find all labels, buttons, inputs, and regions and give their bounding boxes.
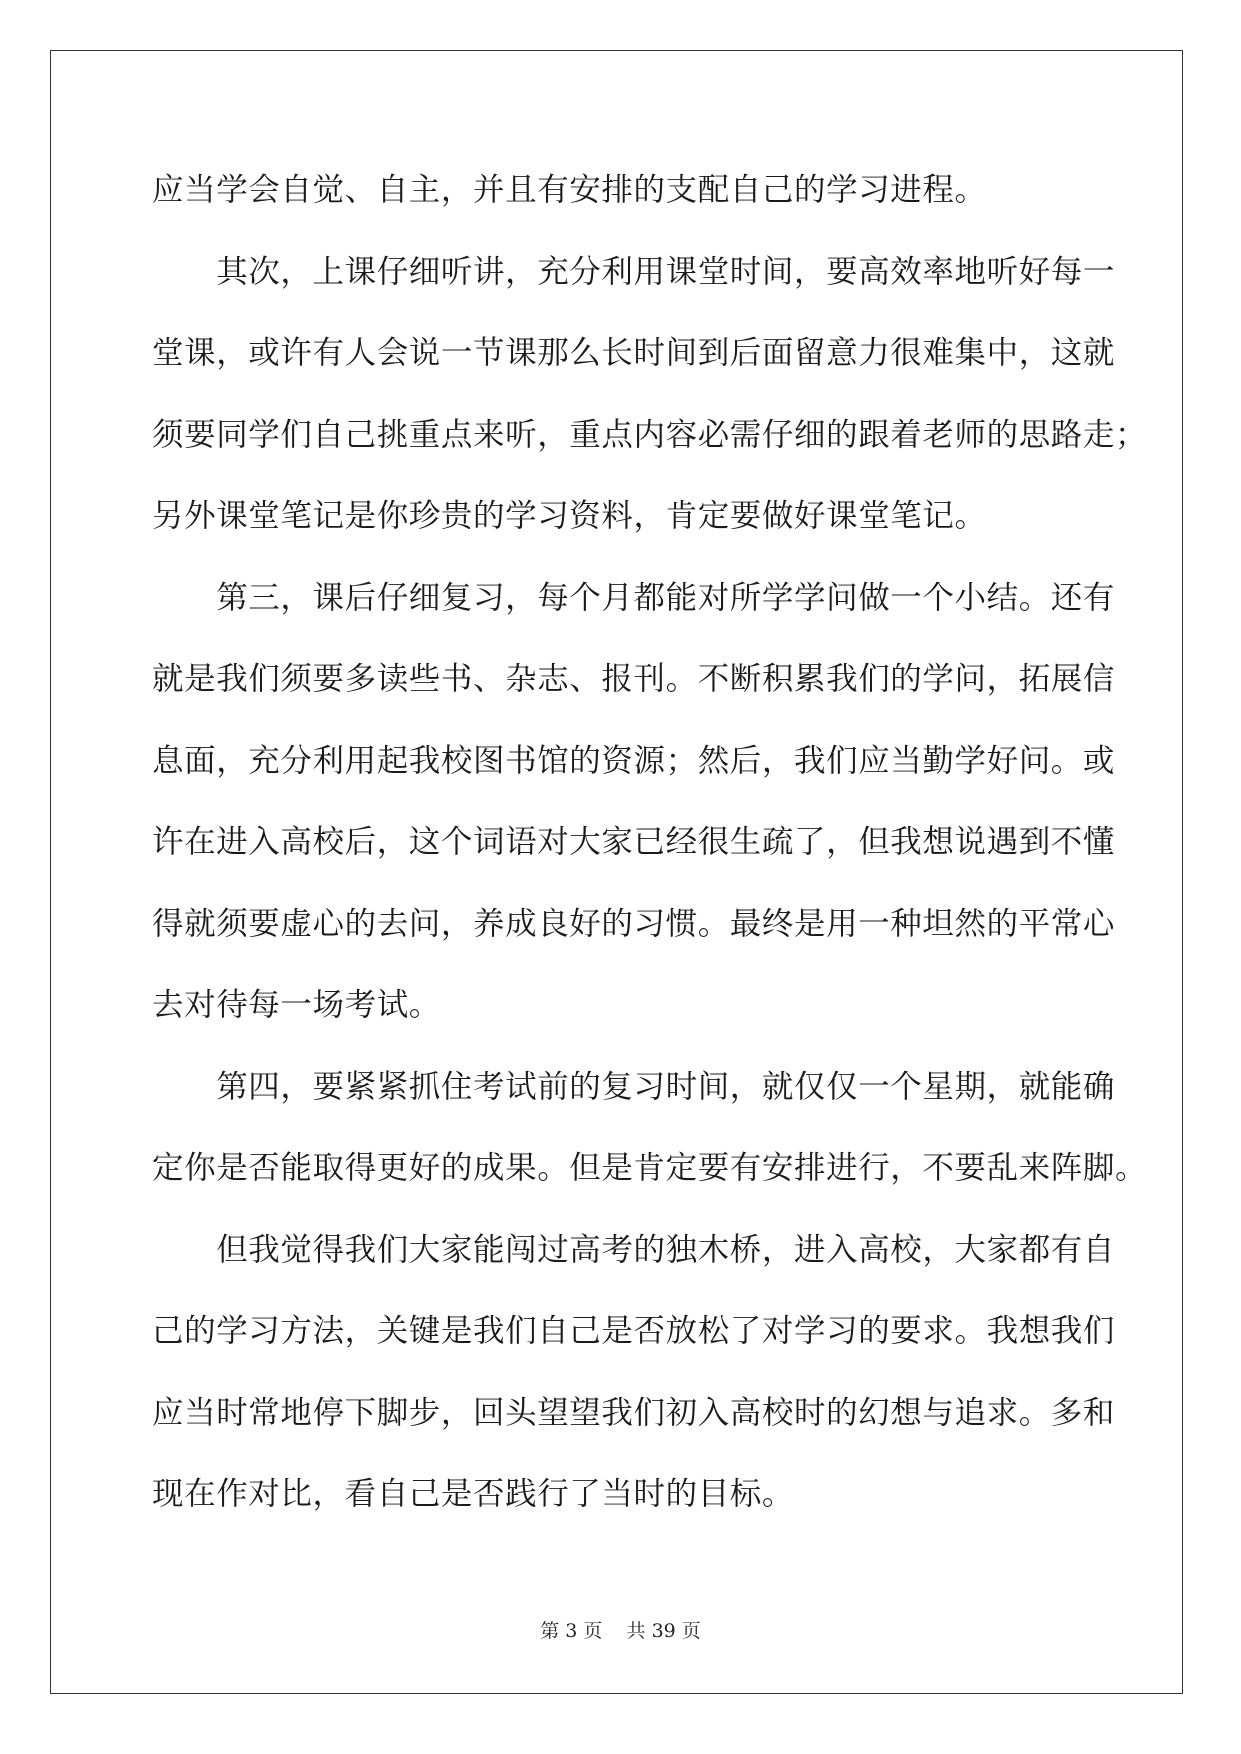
text-line: 但我觉得我们大家能闯过高考的独木桥，进入高校，大家都有自: [152, 1231, 1116, 1268]
text-line: 得就须要虚心的去问，养成良好的习惯。最终是用一种坦然的平常心: [152, 905, 1116, 942]
text-line: 应当时常地停下脚步，回头望望我们初入高校时的幻想与追求。多和: [152, 1394, 1116, 1431]
text-line: 息面，充分利用起我校图书馆的资源；然后，我们应当勤学好问。或: [152, 742, 1116, 779]
text-line: 另外课堂笔记是你珍贵的学习资料，肯定要做好课堂笔记。: [152, 498, 987, 534]
text-line: 第四，要紧紧抓住考试前的复习时间，就仅仅一个星期，就能确: [152, 1068, 1116, 1105]
page-footer: [0, 1616, 1241, 1643]
text-line: 己的学习方法，关键是我们自己是否放松了对学习的要求。我想我们: [152, 1313, 1116, 1349]
page-total: 共 39 页: [626, 1620, 701, 1642]
text-line: 许在进入高校后，这个词语对大家已经很生疏了，但我想说遇到不懂: [152, 824, 1116, 860]
text-line: 第三，课后仔细复习，每个月都能对所学学问做一个小结。还有: [152, 579, 1116, 616]
text-line: 须要同学们自己挑重点来听，重点内容必需仔细的跟着老师的思路走；: [152, 416, 1148, 453]
text-line: 定你是否能取得更好的成果。但是肯定要有安排进行，不要乱来阵脚。: [152, 1150, 1148, 1186]
text-line: 其次，上课仔细听讲，充分利用课堂时间，要高效率地听好每一: [152, 253, 1116, 290]
text-line: 就是我们须要多读些书、杂志、报刊。不断积累我们的学问，拓展信: [152, 661, 1116, 697]
text-line: 现在作对比，看自己是否践行了当时的目标。: [152, 1476, 795, 1512]
page-number: 第 3 页: [540, 1620, 603, 1642]
document-body: [152, 165, 1148, 1551]
text-line: 去对待每一场考试。: [152, 987, 441, 1023]
text-line: 应当学会自觉、自主，并且有安排的支配自己的学习进程。: [152, 172, 987, 208]
text-line: 堂课，或许有人会说一节课那么长时间到后面留意力很难集中，这就: [152, 335, 1116, 371]
